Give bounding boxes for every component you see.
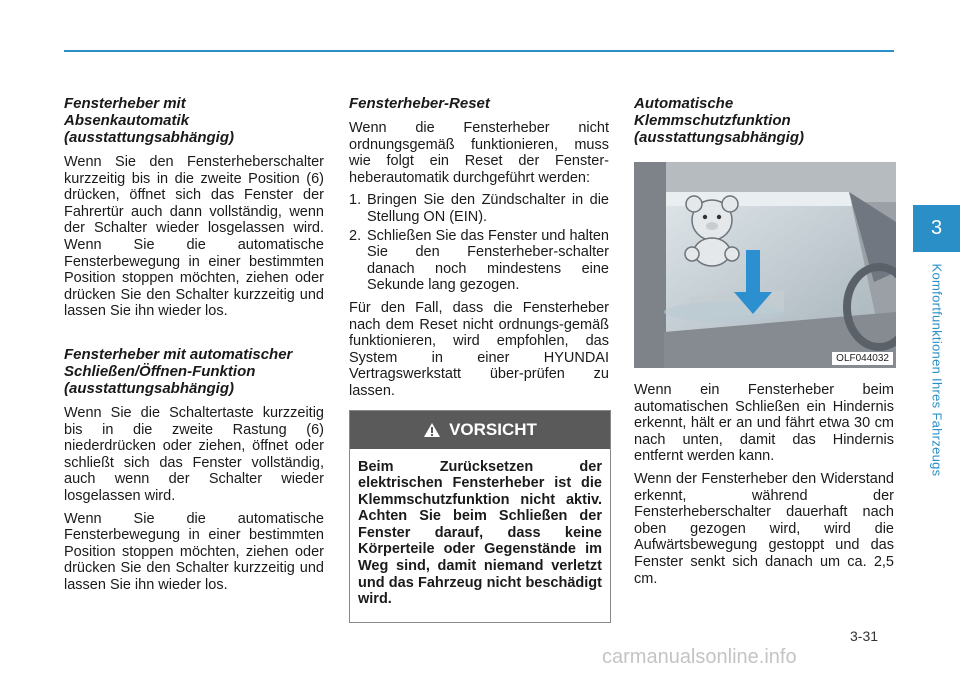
paragraph-anti-pinch-2: Wenn der Fensterheber den Widerstand erkennt, während der Fensterheberschalter dauerhaft nach oben gezogen wird, wird die Aufwärtsbewegung gestoppt und das Fenster senkt sich danach um ca. 2,5 cm. xyxy=(634,470,894,587)
chapter-label: Komfortfunktionen Ihres Fahrzeugs xyxy=(929,263,945,477)
heading-auto-up-down: Fensterheber mit automatischer Schließen/Öffnen-Funktion (ausstattungsabhängig) xyxy=(64,345,293,397)
car-window-illustration xyxy=(634,162,896,368)
list-item: 1. Bringen Sie den Zündschalter in die Stellung ON (EIN). xyxy=(349,192,609,225)
paragraph-auto-up-down-1: Wenn Sie die Schaltertaste kurzzeitig bis in die zweite Rastung (6) niederdrücken oder ziehen, öffnet oder schließt sich das Fenster vollständig, auch wenn der Schalter wieder losgelassen wird. xyxy=(64,404,324,504)
column-3 xyxy=(634,95,894,593)
paragraph-auto-up-down-2: Wenn Sie die automatische Fensterbewegung in einer bestimmten Position stoppen möchten, ziehen oder drücken Sie den Schalter kurzzeitig und lassen Sie ihn wieder los. xyxy=(64,510,324,593)
heading-anti-pinch: Automatische Klemmschutzfunktion (ausstattungsabhängig) xyxy=(634,95,805,146)
paragraph-anti-pinch-1: Wenn ein Fensterheber beim automatischen Schließen ein Hindernis erkennt, hält er an und fährt etwa 30 cm nach unten, damit das Hindernis entfernt werden kann. xyxy=(634,382,894,465)
paragraph-auto-down: Wenn Sie den Fensterheberschalter kurzzeitig bis in die zweite Position (6) drücken, öffnet sich das Fenster der Fahrertür auch dann vollständig, wenn der Schalter wieder losgelassen wird. Wenn Sie die automatische Fensterbewegung in einer bestimmten Position stoppen möchten, ziehen oder drücken Sie den Schalter kurzzeitig und lassen Sie ihn wieder los. xyxy=(64,154,324,320)
caution-text: Beim Zurücksetzen der elektrischen Fensterheber ist die Klemmschutzfunktion nicht aktiv. Achten Sie beim Schließen der Fenster darauf, dass keine Körperteile oder Gegenstände im Weg sind, damit niemand verletzt und das Fahrzeug nicht beschädigt wird. xyxy=(358,458,602,608)
paragraph-reset-outro: Für den Fall, dass die Fensterheber nach dem Reset nicht ordnungs-gemäß funktionieren, wird empfohlen, das System in einer HYUNDAI Vertragswerkstatt über-prüfen zu lassen. xyxy=(349,299,609,399)
watermark: carmanualsonline.info xyxy=(602,646,797,668)
top-rule xyxy=(64,50,894,52)
list-item: 2. Schließen Sie das Fenster und halten Sie den Fensterheber-schalter danach noch mindestens eine Sekunde lang gezogen. xyxy=(349,227,609,294)
caution-title: VORSICHT xyxy=(449,419,537,439)
column-1 xyxy=(64,95,324,599)
caution-box xyxy=(349,410,611,623)
column-2 xyxy=(349,95,609,623)
heading-reset: Fensterheber-Reset xyxy=(349,95,490,112)
figure-code: OLF044032 xyxy=(832,352,893,365)
warning-icon xyxy=(423,422,441,438)
heading-auto-down: Fensterheber mit Absenkautomatik (ausstattungsabhängig) xyxy=(64,95,235,146)
anti-pinch-illustration xyxy=(634,162,896,368)
paragraph-reset-intro: Wenn die Fensterheber nicht ordnungsgemäß funktionieren, muss wie folgt ein Reset der Fenster-heberautomatik durchgeführt werden: xyxy=(349,120,609,186)
caution-header xyxy=(350,411,610,449)
page-number: 3-31 xyxy=(850,628,879,644)
chapter-tab: 3 xyxy=(913,205,960,252)
reset-steps xyxy=(349,192,609,294)
